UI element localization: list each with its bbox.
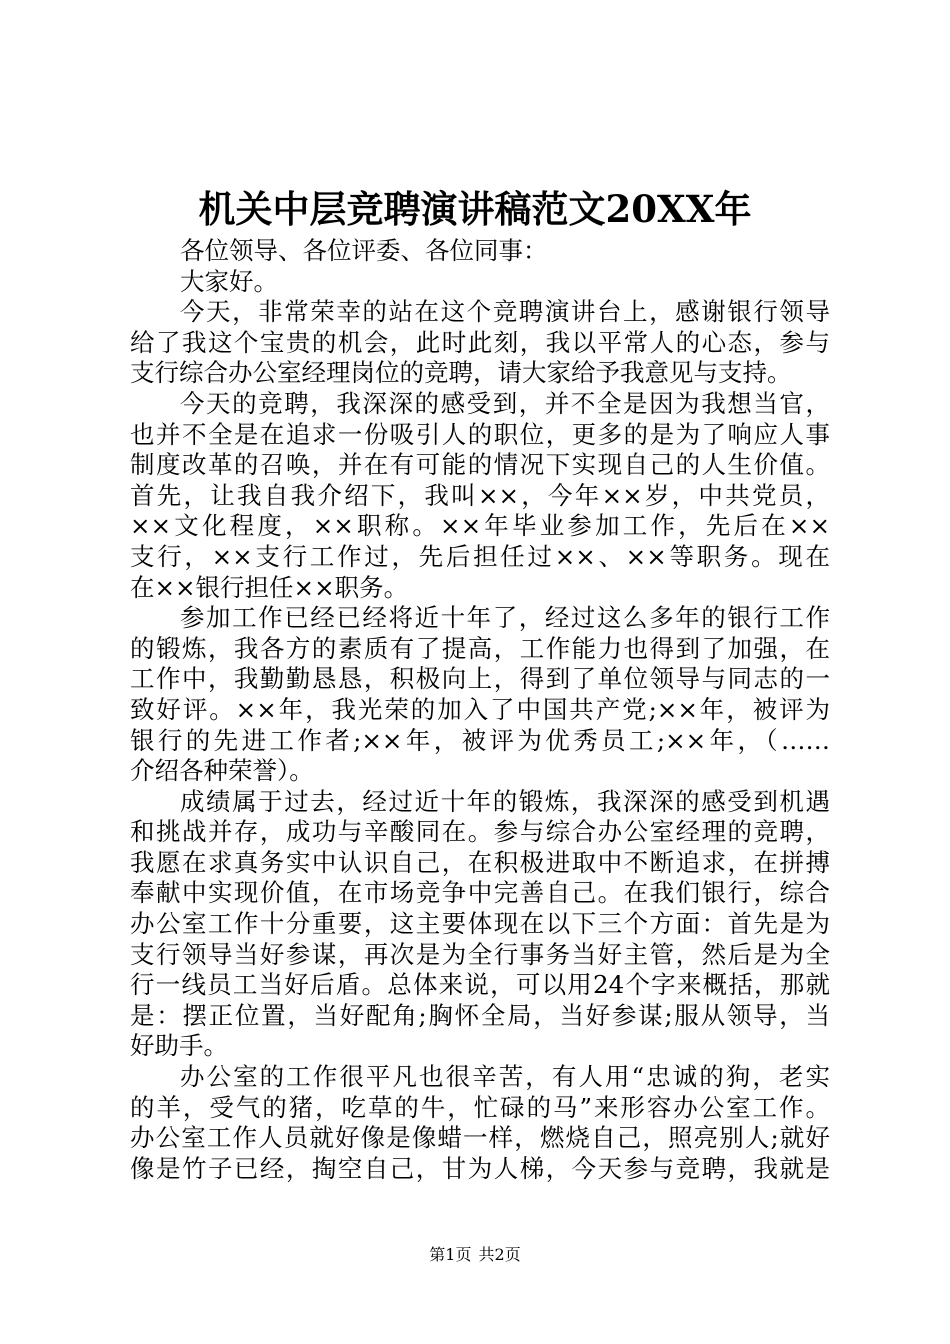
text-line: 各位领导、各位评委、各位同事： (180, 236, 548, 265)
text-line: 办公室的工作很平凡也很辛苦，有人用“忠诚的狗，老实 (180, 1062, 830, 1092)
text-line: 奉献中实现价值，在市场竞争中完善自己。在我们银行，综合 (130, 878, 830, 908)
text-line: 在××银行担任××职务。 (130, 572, 409, 602)
text-line: 给了我这个宝贵的机会，此时此刻，我以平常人的心态，参与 (130, 327, 830, 357)
text-line: 的锻炼，我各方的素质有了提高，工作能力也得到了加强，在 (130, 633, 830, 663)
document-title: 机关中层竞聘演讲稿范文20XX年 (198, 187, 752, 231)
text-line: 参加工作已经已经将近十年了，经过这么多年的银行工作 (180, 603, 830, 633)
text-line: 今天，非常荣幸的站在这个竞聘演讲台上，感谢银行领导 (180, 297, 830, 327)
text-line: 大家好。 (180, 266, 278, 296)
text-line: 是：摆正位置，当好配角;胸怀全局，当好参谋;服从领导，当 (130, 1000, 830, 1030)
text-line: 行一线员工当好后盾。总体来说，可以用24个字来概括，那就 (130, 970, 830, 1000)
text-line: 办公室工作十分重要，这主要体现在以下三个方面：首先是为 (130, 909, 830, 939)
text-line: 首先，让我自我介绍下，我叫××，今年××岁，中共党员， (130, 480, 830, 510)
text-line: 我愿在求真务实中认识自己，在积极进取中不断追求，在拼搏 (130, 847, 830, 877)
text-line: 支行，××支行工作过，先后担任过××、××等职务。现在 (130, 541, 830, 571)
text-line: 办公室工作人员就好像是像蜡一样，燃烧自己，照亮别人;就好 (130, 1123, 830, 1153)
text-line: 也并不全是在追求一份吸引人的职位，更多的是为了响应人事 (130, 419, 830, 449)
text-line: 的羊，受气的猪，吃草的牛，忙碌的马”来形容办公室工作。 (130, 1092, 830, 1122)
page-number: 第1页 (429, 1245, 472, 1264)
text-line: 像是竹子已经，掏空自己，甘为人梯，今天参与竞聘，我就是 (130, 1153, 830, 1183)
text-line: 支行综合办公室经理岗位的竞聘，请大家给予我意见与支持。 (130, 358, 792, 388)
text-line: 今天的竞聘，我深深的感受到，并不全是因为我想当官， (180, 388, 830, 418)
text-line: 和挑战并存，成功与辛酸同在。参与综合办公室经理的竞聘， (130, 817, 830, 847)
text-line: 制度改革的召唤，并在有可能的情况下实现自己的人生价值。 (130, 450, 830, 480)
page-footer (0, 1245, 950, 1265)
document-body (130, 236, 830, 1184)
text-line: 致好评。××年，我光荣的加入了中国共产党;××年，被评为 (130, 694, 830, 724)
text-line: ××文化程度，××职称。××年毕业参加工作，先后在×× (130, 511, 830, 541)
page-total: 共2页 (478, 1245, 521, 1264)
text-line: 介绍各种荣誉）。 (130, 756, 314, 786)
text-line: 支行领导当好参谋，再次是为全行事务当好主管，然后是为全 (130, 939, 830, 969)
text-line: 成绩属于过去，经过近十年的锻炼，我深深的感受到机遇 (180, 786, 830, 816)
text-line: 银行的先进工作者;××年，被评为优秀员工;××年，（…… (130, 725, 830, 755)
text-line: 好助手。 (130, 1031, 228, 1061)
text-line: 工作中，我勤勤恳恳，积极向上，得到了单位领导与同志的一 (130, 664, 830, 694)
